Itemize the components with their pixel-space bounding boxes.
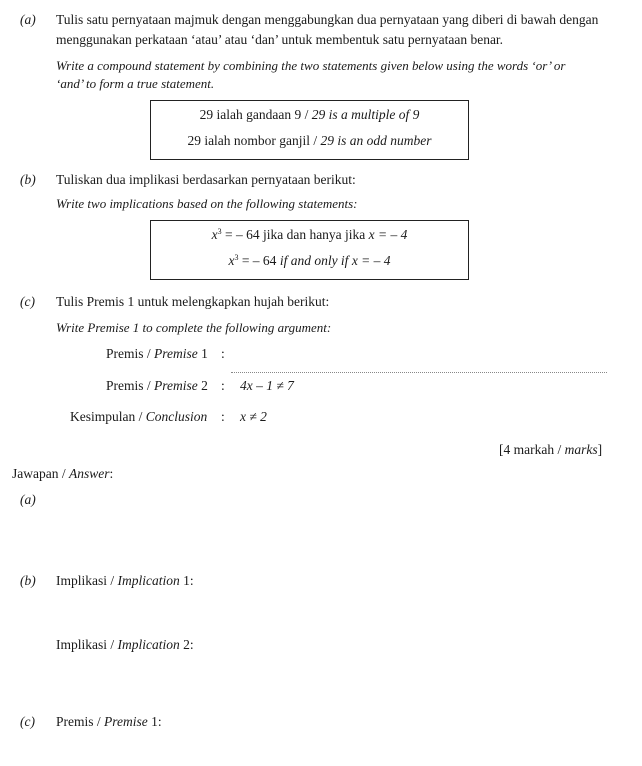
answer-a-label: (a)	[20, 492, 36, 507]
part-b-instruction-malay: Tuliskan dua implikasi berdasarkan pernyataan berikut:	[56, 172, 356, 187]
condition: x = – 4	[351, 253, 391, 268]
premise-1-label	[106, 346, 208, 362]
statement-2-malay: 29 ialah nombor ganjil /	[187, 133, 321, 148]
answer-heading-english: Answer	[68, 466, 110, 481]
answer-premise-1-label	[56, 714, 162, 730]
equation-rhs: = – 64	[221, 227, 260, 242]
premise-malay: Premis /	[56, 714, 105, 729]
marks-open: [4 markah /	[499, 442, 565, 457]
part-b-label: (b)	[20, 172, 36, 187]
biconditional-malay	[151, 227, 468, 243]
implication-number: 1:	[179, 573, 194, 588]
premise-number: 1	[197, 346, 208, 361]
premise-english: Premise	[154, 346, 198, 361]
iff-english: if and only if	[276, 253, 352, 268]
part-c-label: (c)	[20, 294, 35, 309]
iff-malay: jika dan hanya jika	[259, 227, 369, 242]
implication-1-label	[56, 573, 194, 589]
premise-1-answer-line	[231, 372, 607, 373]
premise-1-colon: :	[221, 346, 225, 361]
equation-exponent: 3	[234, 253, 239, 262]
answer-heading-colon: :	[109, 466, 114, 481]
statement-1-english: 29 is a multiple of 9	[311, 107, 420, 122]
premise-english: Premise	[154, 378, 198, 393]
statements-box	[150, 100, 469, 160]
implication-number: 2:	[179, 637, 194, 652]
biconditional-box	[150, 220, 469, 280]
equation-rhs: = – 64	[238, 253, 277, 268]
conclusion-value: x ≠ 2	[240, 409, 267, 424]
statement-1-malay: 29 ialah gandaan 9 /	[199, 107, 312, 122]
statement-1	[151, 107, 468, 123]
implication-malay: Implikasi /	[56, 637, 118, 652]
marks-close: ]	[597, 442, 603, 457]
part-b-instruction-english: Write two implications based on the following statements:	[56, 196, 358, 211]
part-a-instruction-english-line2: ‘and’ to form a true statement.	[56, 76, 215, 91]
premise-number: 1:	[147, 714, 162, 729]
conclusion-english: Conclusion	[145, 409, 208, 424]
answer-c-label: (c)	[20, 714, 35, 729]
answer-b-label: (b)	[20, 573, 36, 588]
implication-2-label	[56, 637, 194, 653]
premise-2-colon: :	[221, 378, 225, 393]
implication-english: Implication	[117, 637, 180, 652]
equation-variable: x	[211, 227, 218, 242]
premise-malay: Premis /	[106, 346, 155, 361]
biconditional-english	[151, 253, 468, 269]
equation-exponent: 3	[217, 227, 222, 236]
premise-number: 2	[197, 378, 208, 393]
premise-2-value: 4x – 1 ≠ 7	[240, 378, 294, 393]
condition: x = – 4	[368, 227, 408, 242]
conclusion-malay: Kesimpulan /	[70, 409, 146, 424]
conclusion-label	[70, 409, 207, 425]
part-a-instruction-malay-line2: menggunakan perkataan ‘atau’ atau ‘dan’ untuk membentuk satu pernyataan benar.	[56, 32, 504, 47]
implication-malay: Implikasi /	[56, 573, 118, 588]
statement-2-english: 29 is an odd number	[320, 133, 432, 148]
marks-word: marks	[564, 442, 598, 457]
part-a-label: (a)	[20, 12, 36, 27]
statement-2	[151, 133, 468, 149]
part-c-instruction-malay: Tulis Premis 1 untuk melengkapkan hujah berikut:	[56, 294, 330, 309]
premise-malay: Premis /	[106, 378, 155, 393]
part-c-instruction-english: Write Premise 1 to complete the following argument:	[56, 320, 332, 335]
part-a-instruction-english-line1: Write a compound statement by combining the two statements given below using the words ‘or’ or	[56, 58, 566, 73]
premise-english: Premise	[104, 714, 148, 729]
part-a-instruction-malay-line1: Tulis satu pernyataan majmuk dengan menggabungkan dua pernyataan yang diberi di bawah dengan	[56, 12, 599, 27]
premise-2-label	[106, 378, 208, 394]
conclusion-colon: :	[221, 409, 225, 424]
marks-label	[499, 442, 602, 458]
answer-heading-malay: Jawapan /	[12, 466, 69, 481]
implication-english: Implication	[117, 573, 180, 588]
equation-variable: x	[228, 253, 235, 268]
answer-heading	[12, 466, 113, 482]
